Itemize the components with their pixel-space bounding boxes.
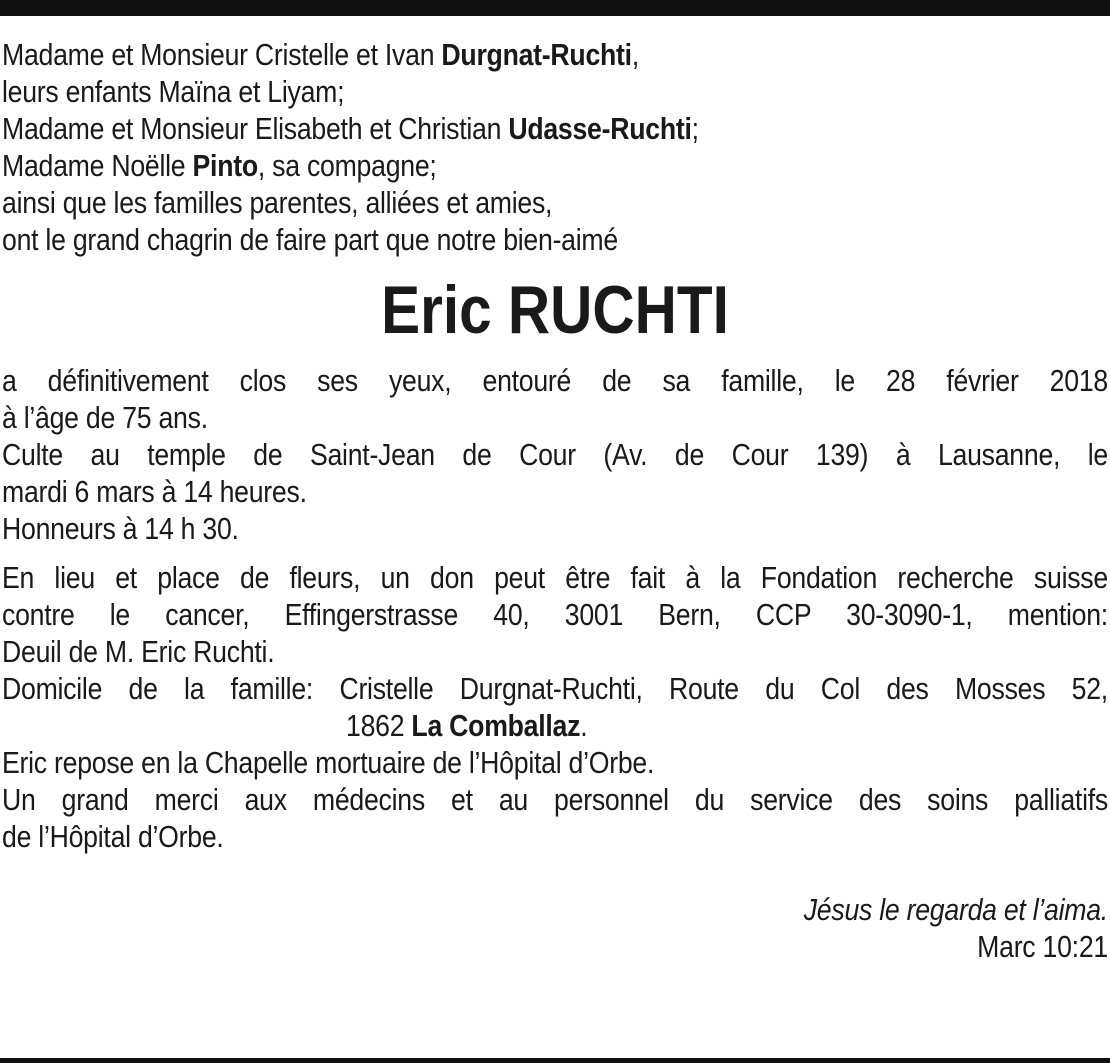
- announcer-surname: Pinto: [192, 148, 258, 183]
- thanks-line: Un grand merci aux médecins et au personnel du service des soins palliatifs: [2, 782, 1108, 817]
- announcer-text: Madame et Monsieur Elisabeth et Christian: [2, 111, 509, 146]
- paragraph-gap: [2, 855, 1108, 891]
- donation-line: En lieu et place de fleurs, un don peut être fait à la Fondation recherche suisse: [2, 560, 1108, 595]
- service-line: mardi 6 mars à 14 heures.: [2, 474, 307, 509]
- announcer-line: ont le grand chagrin de faire part que notre bien-aimé: [2, 222, 618, 257]
- bottom-rule: [0, 1058, 1110, 1063]
- address-line: Domicile de la famille: Cristelle Durgnat-Ruchti, Route du Col des Mosses 52,: [2, 671, 1108, 706]
- address-punctuation: .: [580, 708, 588, 743]
- paragraph-gap: [2, 547, 1108, 559]
- donation-line: Deuil de M. Eric Ruchti.: [2, 634, 275, 669]
- obituary-notice: [2, 36, 1108, 965]
- service-line: Culte au temple de Saint-Jean de Cour (Av. de Cour 139) à Lausanne, le: [2, 437, 1108, 472]
- announcer-line: [2, 110, 1108, 147]
- verse-reference: Marc 10:21: [977, 929, 1108, 964]
- rest-line: Eric repose en la Chapelle mortuaire de l’Hôpital d’Orbe.: [2, 745, 655, 780]
- announcer-surname: Udasse-Ruchti: [508, 111, 692, 146]
- thanks-line: de l’Hôpital d’Orbe.: [2, 819, 224, 854]
- announcer-line: leurs enfants Maïna et Liyam;: [2, 74, 345, 109]
- address-line: [2, 707, 1108, 744]
- announcer-line: ainsi que les familles parentes, alliées et amies,: [2, 185, 553, 220]
- announcer-line: [2, 147, 1108, 184]
- passing-line: à l’âge de 75 ans.: [2, 400, 208, 435]
- announcer-surname: Durgnat-Ruchti: [441, 37, 632, 72]
- top-rule: [0, 0, 1110, 16]
- honours-line: Honneurs à 14 h 30.: [2, 511, 239, 546]
- announcer-line: [2, 36, 1108, 73]
- announcer-text: Madame et Monsieur Cristelle et Ivan: [2, 37, 442, 72]
- deceased-name: Eric RUCHTI: [381, 272, 729, 348]
- donation-line: contre le cancer, Effingerstrasse 40, 3001 Bern, CCP 30-3090-1, mention:: [2, 597, 1108, 632]
- announcer-punctuation: ,: [631, 37, 639, 72]
- announcer-punctuation: ;: [691, 111, 699, 146]
- announcer-text: Madame Noëlle: [2, 148, 193, 183]
- passing-line: a définitivement clos ses yeux, entouré de sa famille, le 28 février 2018: [2, 363, 1108, 398]
- address-locality: La Comballaz: [411, 708, 581, 743]
- address-postcode: 1862: [346, 708, 412, 743]
- bible-verse: Jésus le regarda et l’aima.: [803, 892, 1108, 927]
- announcer-text: , sa compagne;: [257, 148, 437, 183]
